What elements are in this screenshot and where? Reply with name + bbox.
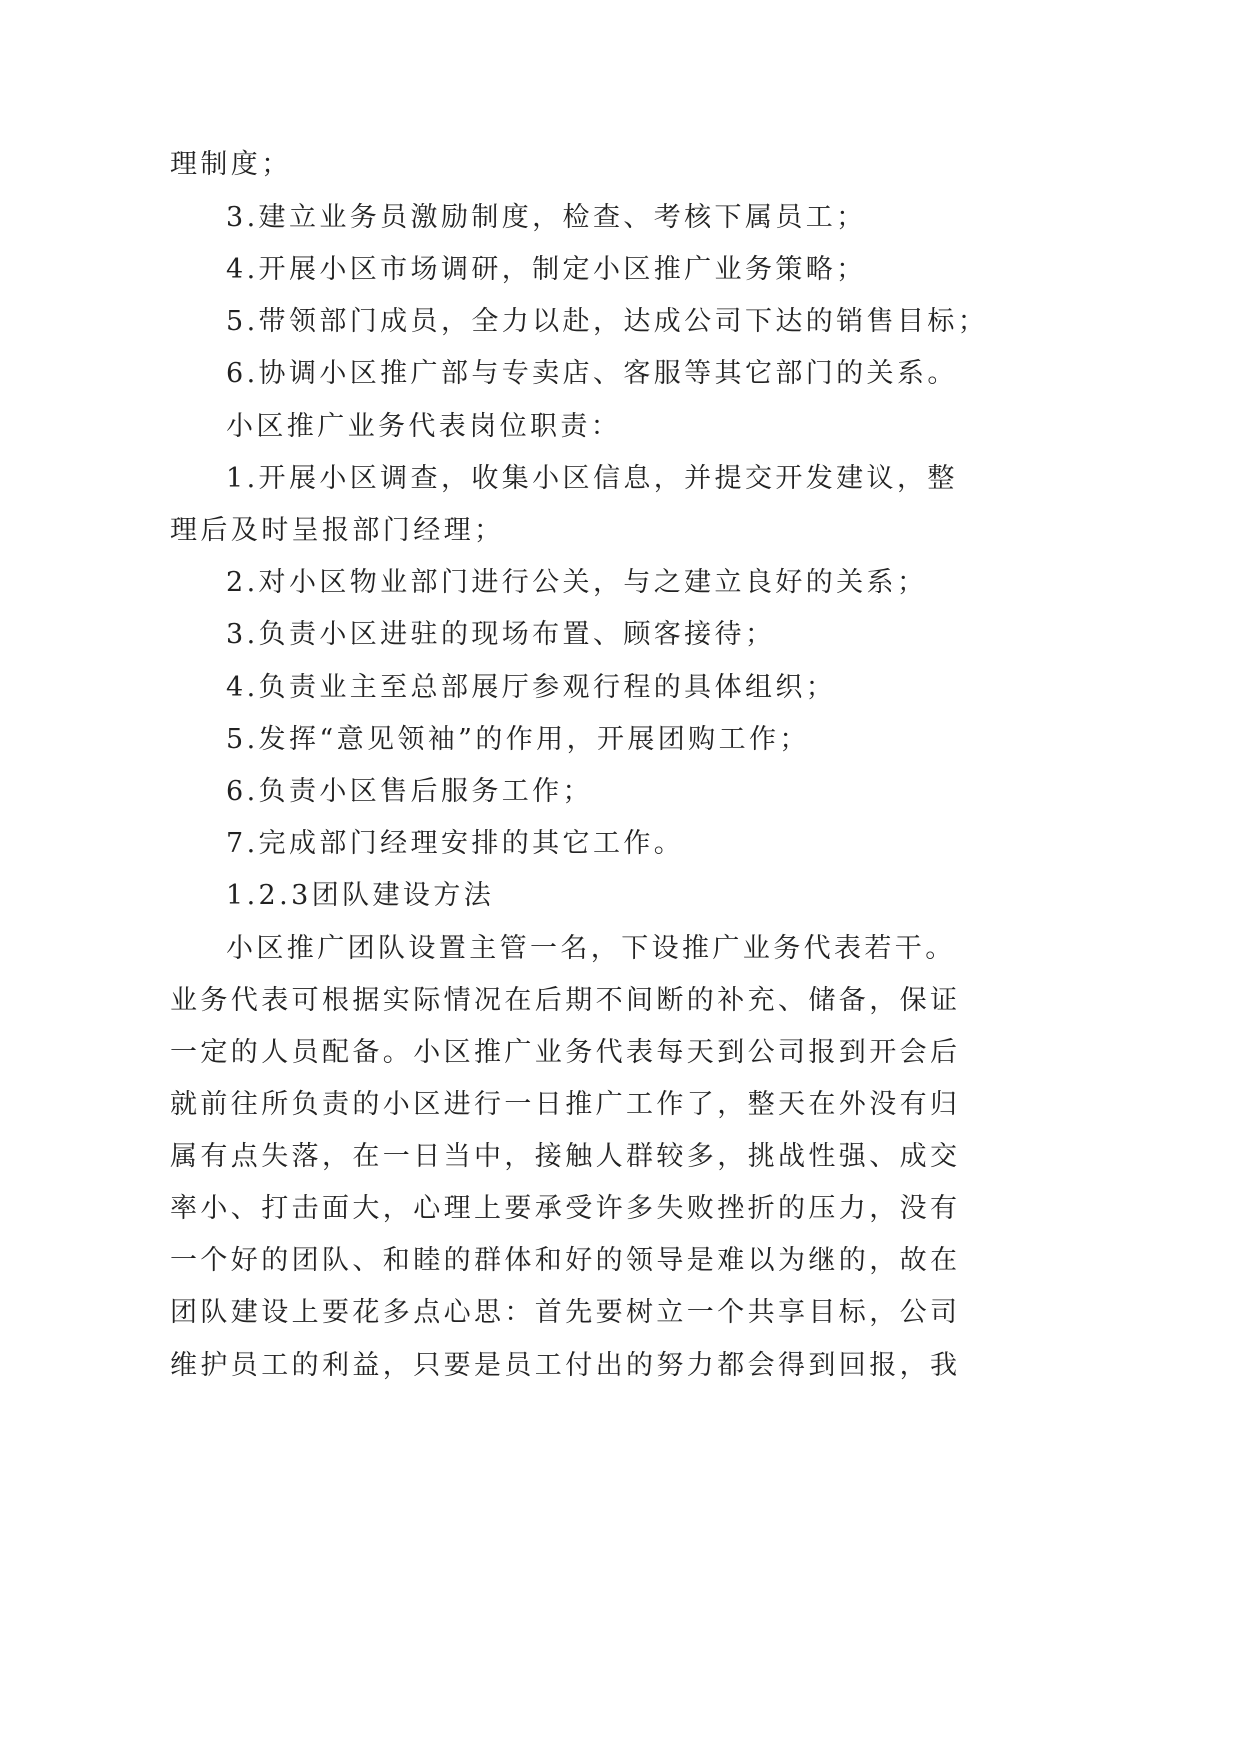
text-line: 3.建立业务员激励制度，检查、考核下属员工； (226, 202, 867, 233)
text-line: 6.协调小区推广部与专卖店、客服等其它部门的关系。 (226, 358, 958, 389)
text-line: 5.带领部门成员，全力以赴，达成公司下达的销售目标； (226, 306, 989, 337)
text-line: 小区推广团队设置主管一名，下设推广业务代表若干。 (226, 933, 956, 964)
text-line: 4.开展小区市场调研，制定小区推广业务策略； (226, 254, 867, 285)
text-line: 就前往所负责的小区进行一日推广工作了，整天在外没有归 (170, 1089, 961, 1120)
text-line: 理后及时呈报部门经理； (170, 515, 505, 546)
text-line: 维护员工的利益，只要是员工付出的努力都会得到回报，我 (170, 1350, 961, 1381)
text-line: 业务代表可根据实际情况在后期不间断的补充、储备，保证 (170, 985, 961, 1016)
text-line: 7.完成部门经理安排的其它工作。 (226, 828, 685, 859)
text-line: 团队建设上要花多点心思：首先要树立一个共享目标，公司 (170, 1297, 961, 1328)
text-line: 一定的人员配备。小区推广业务代表每天到公司报到开会后 (170, 1037, 961, 1068)
text-line: 属有点失落，在一日当中，接触人群较多，挑战性强、成交 (170, 1141, 961, 1172)
text-line: 率小、打击面大，心理上要承受许多失败挫折的压力，没有 (170, 1193, 961, 1224)
text-line: 3.负责小区进驻的现场布置、顾客接待； (226, 619, 776, 650)
text-line: 理制度； (170, 149, 292, 180)
text-line: 4.负责业主至总部展厅参观行程的具体组织； (226, 672, 837, 703)
text-line: 2.对小区物业部门进行公关，与之建立良好的关系； (226, 567, 928, 598)
text-line: 一个好的团队、和睦的群体和好的领导是难以为继的，故在 (170, 1245, 961, 1276)
section-heading: 1.2.3团队建设方法 (226, 880, 495, 911)
text-line: 1.开展小区调查，收集小区信息，并提交开发建议，整 (226, 463, 958, 494)
text-line: 6.负责小区售后服务工作； (226, 776, 593, 807)
section-heading: 小区推广业务代表岗位职责： (226, 411, 622, 442)
text-line: 5.发挥“意见领袖”的作用，开展团购工作； (226, 724, 810, 755)
